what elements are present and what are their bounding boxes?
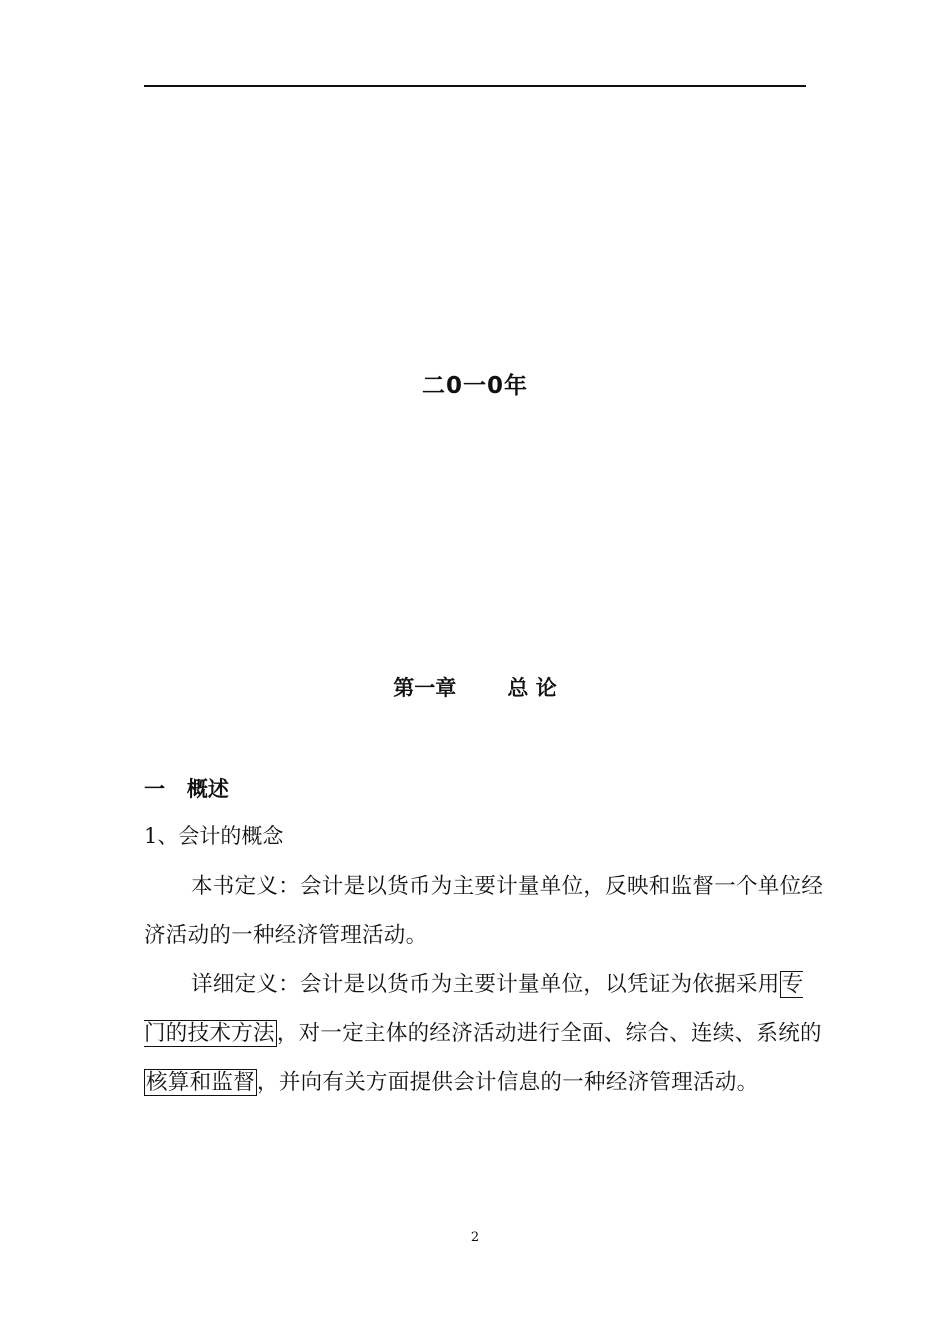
paragraph-text: ，并向有关方面提供会计信息的一种经济管理活动。 (257, 1070, 759, 1095)
page-number: 2 (470, 1230, 480, 1245)
boxed-term-accounting-supervision: 核算和监督 (146, 1070, 256, 1095)
subsection-heading: 1、会计的概念 (144, 824, 284, 848)
boxed-term-technical-methods: 专门的技术方法 (144, 972, 804, 1046)
header-rule (144, 85, 806, 87)
year-title: 二0一0年 (421, 373, 528, 399)
section-heading: 一 概述 (144, 777, 229, 801)
paragraph-text: 详细定义：会计是以货币为主要计量单位，以凭证为依据采用 (191, 972, 780, 997)
chapter-title: 第一章 总 论 (393, 676, 557, 700)
paragraph-detailed-definition (144, 960, 824, 1107)
paragraph-brief-definition: 本书定义：会计是以货币为主要计量单位，反映和监督一个单位经济活动的一种经济管理活动。 (144, 874, 824, 948)
paragraph-text: ，对一定主体的经济活动进行全面、综合、连续、系统的 (276, 1021, 822, 1046)
